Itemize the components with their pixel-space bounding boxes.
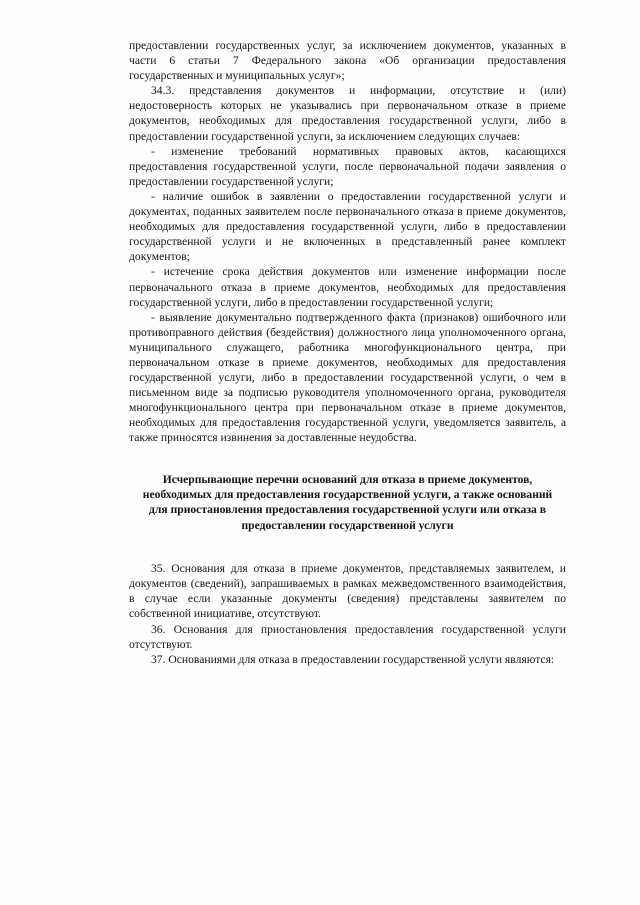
bullet-item-4: - выявление документально подтвержденного факта (признаков) ошибочного или противоправного действия (бездействия) должностного лица уполномоченного органа, муниципального служащего, работника многофункционального центра, при первоначальном отказе в приеме документов, необходимых для предоставления государственной услуги, либо в предоставлении государственной услуги, о чем в письменном виде за подписью руководителя уполномоченного органа, руководителя многофункционального центра при первоначальном отказе в приеме документов, необходимых для предоставления государственной услуги, уведомляется заявитель, а также приносятся извинения за доставленные неудобства. <box>129 310 566 445</box>
bullet-item-3: - истечение срока действия документов или изменение информации после первоначального отказа в приеме документов, необходимых для предоставления государственной услуги, либо в предоставлении государственной услуги; <box>129 265 566 309</box>
paragraph-34-3: 34.3. представления документов и информации, отсутствие и (или) недостоверность которых не указывались при первоначальном отказе в приеме документов, необходимых для предоставления государственной услуги, либо в предоставлении государственной услуги, за исключением следующих случаев: <box>129 84 566 143</box>
bullet-item-2: - наличие ошибок в заявлении о предоставлении государственной услуги и документах, поданных заявителем после первоначального отказа в приеме документов, необходимых для предоставления государственной услуги, либо в предоставлении государственной услуги и не включенных в представленный ранее комплект документов; <box>129 189 566 264</box>
document-body <box>129 38 566 667</box>
bullet-item-1: - изменение требований нормативных правовых актов, касающихся предоставления государственной услуги, после первоначальной подачи заявления о предоставлении государственной услуги; <box>129 144 566 188</box>
paragraph-35: 35. Основания для отказа в приеме документов, представляемых заявителем, и документов (сведений), запрашиваемых в рамках межведомственного взаимодействия, в случае если указанные документы (сведения) представлены заявителем по собственной инициативе, отсутствуют. <box>129 562 566 621</box>
paragraph-continuation: предоставлении государственных услуг, за исключением документов, указанных в части 6 статьи 7 Федерального закона «Об организации предоставления государственных и муниципальных услуг»; <box>129 39 566 83</box>
section-heading: Исчерпывающие перечни оснований для отказа в приеме документов, необходимых для предоставления государственной услуги, а также оснований для приостановления предоставления государственной услуги или отказа в предоставлении государственной услуги <box>142 472 553 532</box>
paragraph-36: 36. Основания для приостановления предоставления государственной услуги отсутствуют. <box>129 622 566 651</box>
paragraph-37: 37. Основаниями для отказа в предоставлении государственной услуги являются: <box>151 652 555 666</box>
